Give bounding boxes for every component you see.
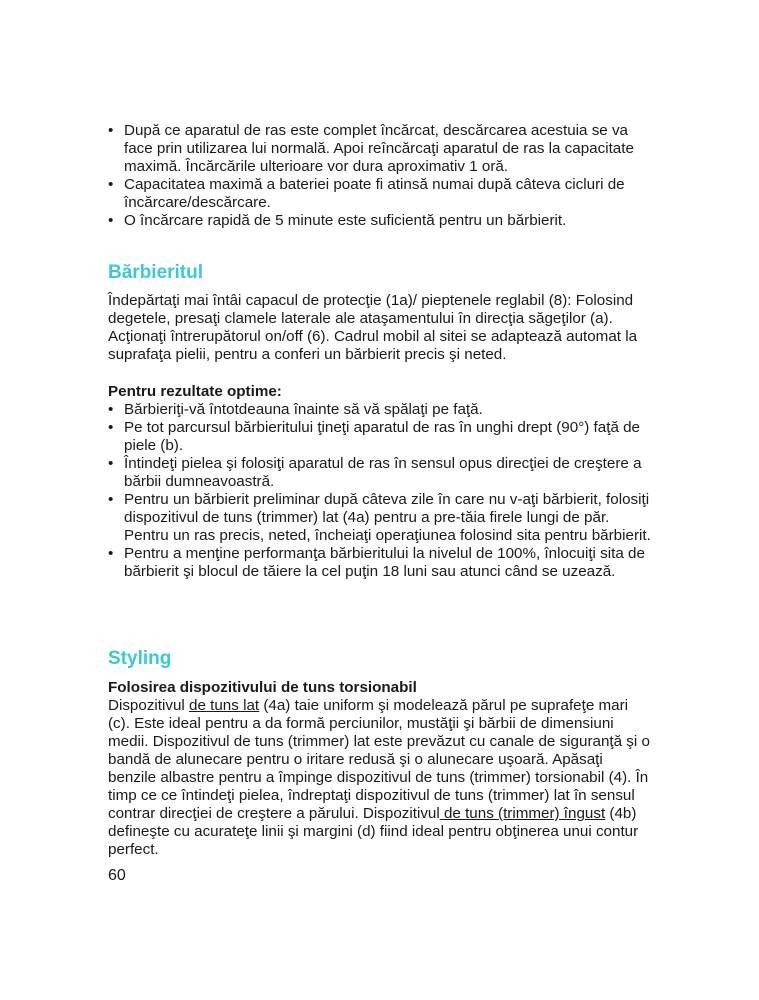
shaving-intro: Îndepărtaţi mai întâi capacul de protecţie (1a)/ pieptenele reglabil (8): Folosind degetele, presaţi clamele laterale ale ataşamentului în direcţia săgeţilor (a). Acţionaţi întrerupătorul on/off (6). Cadrul mobil al sitei se adaptează automat la suprafaţa pielii, pentru a conferi un bărbierit precis şi neted. bbox=[108, 292, 638, 363]
list-item: • Pe tot parcursul bărbieritului ţineţi aparatul de ras în unghi drept (90°) faţă de piele (b). bbox=[108, 419, 653, 455]
page-number: 60 bbox=[108, 867, 126, 884]
list-item: • Întindeţi pielea şi folosiţi aparatul de ras în sensul opus direcţiei de creştere a bărbii dumneavoastră. bbox=[108, 455, 653, 491]
shaving-section bbox=[108, 261, 653, 285]
tips-heading: Pentru rezultate optime: bbox=[108, 383, 282, 400]
underlined-term: de tuns (trimmer) îngust bbox=[439, 805, 606, 822]
list-item: • După ce aparatul de ras este complet încărcat, descărcarea acestuia se va face prin utilizarea lui normală. Apoi reîncărcaţi aparatul de ras la capacitate maximă. Încărcările ulterioare vor dura aproximativ 1 oră. bbox=[108, 122, 653, 176]
tips-list bbox=[108, 401, 653, 581]
list-item: • Bărbieriţi-vă întotdeauna înainte să vă spălaţi pe faţă. bbox=[108, 401, 653, 419]
styling-paragraph: Dispozitivul de tuns lat (4a) taie uniform şi modelează părul pe suprafeţe mari (c). Este ideal pentru a da formă perciunilor, mustăţii şi bărbii de dimensiuni medii. Dispozitivul de tuns (trimmer) lat este prevăzut cu canale de siguranţă şi o bandă de alunecare pentru o iritare redusă şi o alunecare uşoară. Apăsaţi benzile albastre pentru a împinge dispozitivul de tuns (trimmer) torsionabil (4). În timp ce ce întindeţi pielea, îndreptaţi dispozitivul de tuns (trimmer) lat în sensul contrar direcţiei de creştere a părului. Dispozitivul de tuns (trimmer) îngust (4b) defineşte cu acurateţe linii şi margini (d) fiind ideal pentru obţinerea unui contur perfect. bbox=[108, 697, 650, 858]
styling-subheading: Folosirea dispozitivului de tuns torsionabil bbox=[108, 679, 417, 696]
charging-list bbox=[108, 122, 653, 230]
shaving-intro-block bbox=[108, 292, 653, 364]
charging-notes bbox=[108, 122, 653, 230]
section-title-styling: Styling bbox=[108, 648, 172, 669]
list-item: • Pentru un bărbierit preliminar după câteva zile în care nu v-aţi bărbierit, folosiţi dispozitivul de tuns (trimmer) lat (4a) pentru a pre-tăia firele lungi de păr. Pentru un ras precis, neted, încheiaţi operaţiunea folosind sita pentru bărbierit. bbox=[108, 491, 653, 545]
list-item: • Pentru a menţine performanţa bărbieritului la nivelul de 100%, înlocuiţi sita de bărbierit şi blocul de tăiere la cel puţin 18 luni sau atunci când se uzează. bbox=[108, 545, 653, 581]
list-item: • Capacitatea maximă a bateriei poate fi atinsă numai după câteva cicluri de încărcare/descărcare. bbox=[108, 176, 653, 212]
shaving-tips bbox=[108, 383, 653, 581]
styling-section bbox=[108, 647, 653, 671]
section-title-shaving: Bărbieritul bbox=[108, 262, 204, 283]
underlined-term: de tuns lat bbox=[189, 697, 260, 714]
list-item: • O încărcare rapidă de 5 minute este suficientă pentru un bărbierit. bbox=[108, 212, 653, 230]
styling-body bbox=[108, 679, 653, 859]
